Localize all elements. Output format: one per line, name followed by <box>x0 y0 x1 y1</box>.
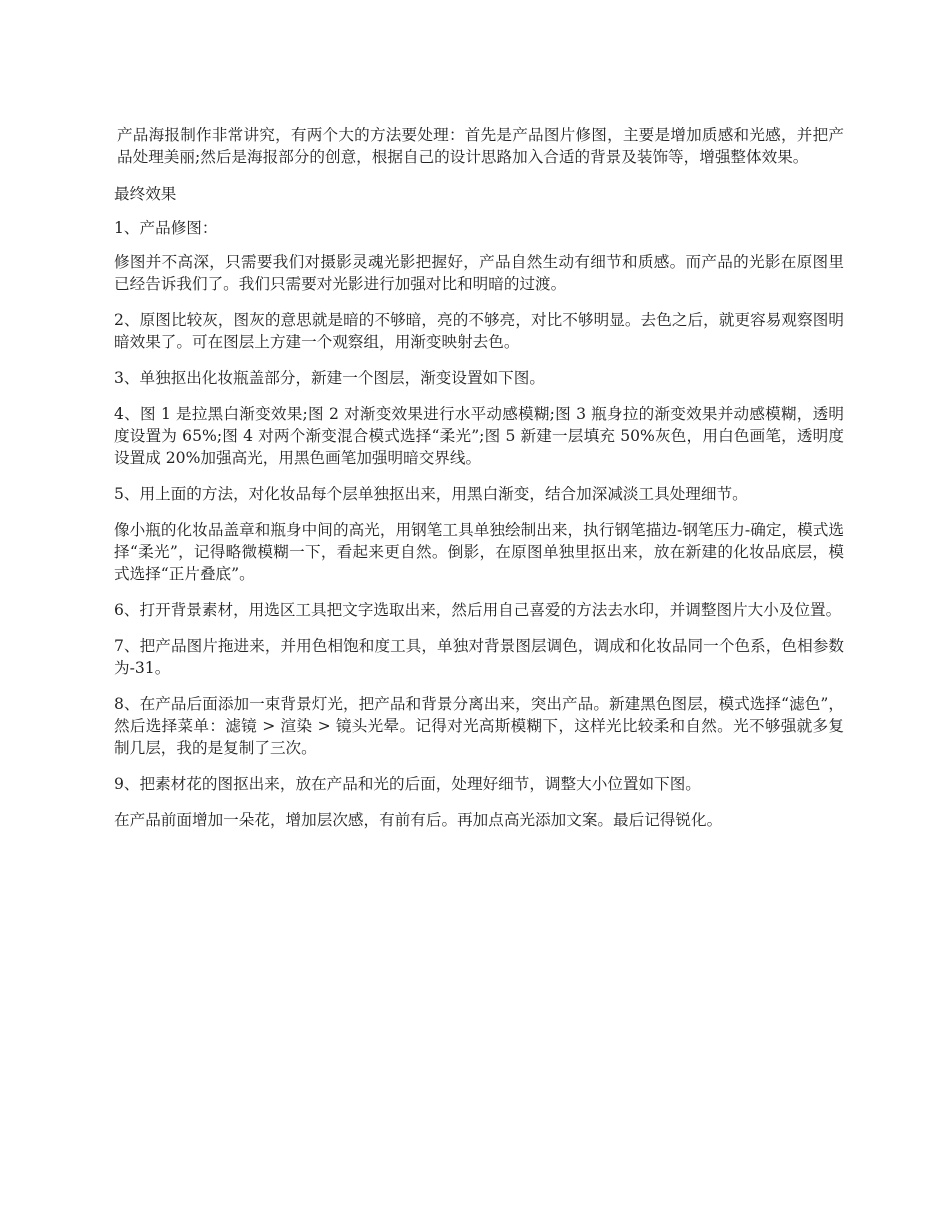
step-4-paragraph: 4、图 1 是拉黑白渐变效果;图 2 对渐变效果进行水平动感模糊;图 3 瓶身拉的渐变效果并动感模糊，透明度设置为 65%;图 4 对两个渐变混合模式选择“柔光”;图 5 新建一层填充 50%灰色，用白色画笔，透明度设置成 20%加强高光，用黑色画笔加强明暗交界线。 <box>114 405 844 467</box>
paragraph-retouch: 修图并不高深，只需要我们对摄影灵魂光影把握好，产品自然生动有细节和质感。而产品的光影在原图里已经告诉我们了。我们只需要对光影进行加强对比和明暗的过渡。 <box>114 253 844 293</box>
paragraph-final: 在产品前面增加一朵花，增加层次感，有前有后。再加点高光添加文案。最后记得锐化。 <box>114 811 723 829</box>
step-6-paragraph: 6、打开背景素材，用选区工具把文字选取出来，然后用自己喜爱的方法去水印，并调整图片大小及位置。 <box>114 601 842 619</box>
step-3-paragraph: 3、单独抠出化妆瓶盖部分，新建一个图层，渐变设置如下图。 <box>114 369 545 387</box>
step-1-heading: 1、产品修图： <box>114 219 218 237</box>
step-2-paragraph: 2、原图比较灰，图灰的意思就是暗的不够暗，亮的不够亮，对比不够明显。去色之后，就更容易观察图明暗效果了。可在图层上方建一个观察组，用渐变映射去色。 <box>114 311 844 351</box>
document-body <box>114 124 844 845</box>
paragraph-highlights: 像小瓶的化妆品盖章和瓶身中间的高光，用钢笔工具单独绘制出来，执行钢笔描边-钢笔压力-确定，模式选择“柔光”，记得略微模糊一下，看起来更自然。倒影，在原图单独里抠出来，放在新建的化妆品底层，模式选择“正片叠底”。 <box>114 521 844 583</box>
step-7-paragraph: 7、把产品图片拖进来，并用色相饱和度工具，单独对背景图层调色，调成和化妆品同一个色系，色相参数为-31。 <box>114 637 844 677</box>
heading-final-effect: 最终效果 <box>114 185 177 203</box>
step-8-paragraph: 8、在产品后面添加一束背景灯光，把产品和背景分离出来，突出产品。新建黑色图层，模式选择“滤色”，然后选择菜单：滤镜 > 渲染 > 镜头光晕。记得对光高斯模糊下，这样光比较柔和自然。光不够强就多复制几层，我的是复制了三次。 <box>114 695 844 757</box>
step-9-paragraph: 9、把素材花的图抠出来，放在产品和光的后面，处理好细节，调整大小位置如下图。 <box>114 775 701 793</box>
intro-paragraph: 产品海报制作非常讲究，有两个大的方法要处理：首先是产品图片修图，主要是增加质感和光感，并把产品处理美丽;然后是海报部分的创意，根据自己的设计思路加入合适的背景及装饰等，增强整体效果。 <box>117 126 844 166</box>
step-5-paragraph: 5、用上面的方法，对化妆品每个层单独抠出来，用黑白渐变，结合加深减淡工具处理细节。 <box>114 485 748 503</box>
